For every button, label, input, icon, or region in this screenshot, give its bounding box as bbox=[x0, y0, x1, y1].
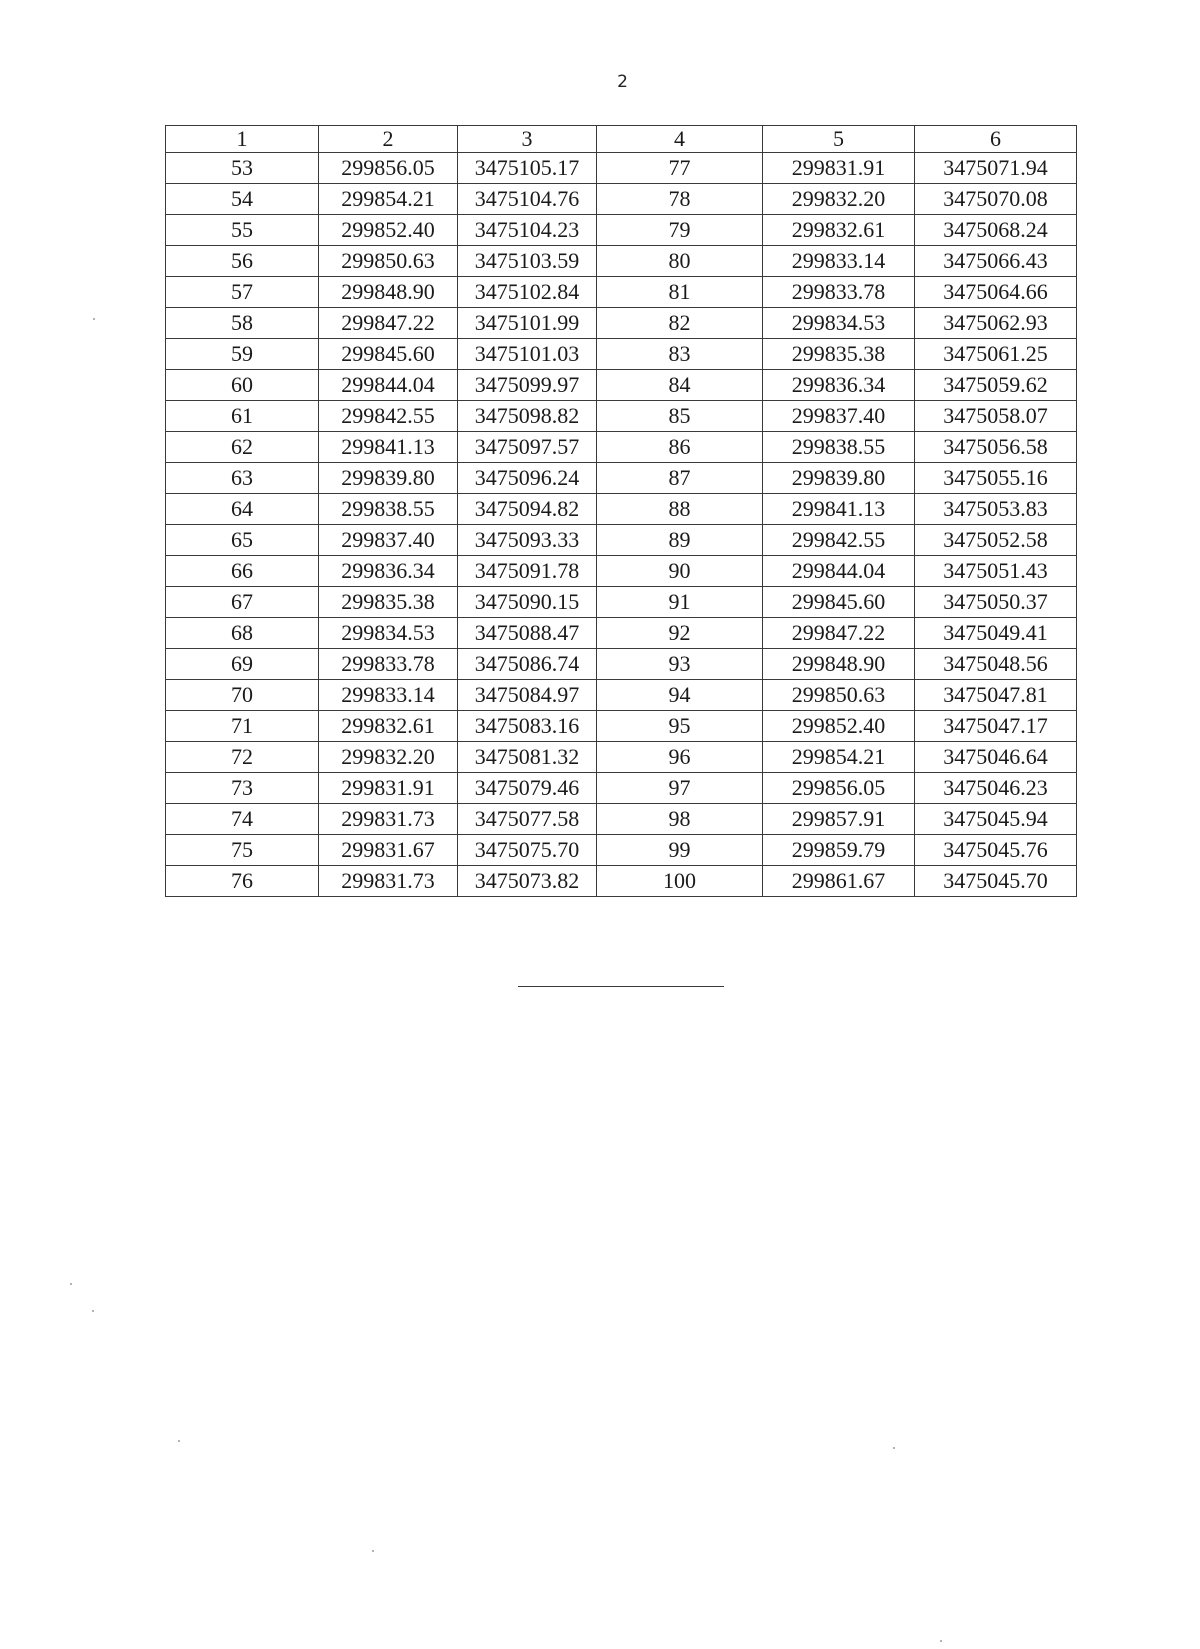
table-cell: 3475101.99 bbox=[458, 308, 597, 339]
table-cell: 80 bbox=[597, 246, 763, 277]
table-cell: 3475046.64 bbox=[915, 742, 1077, 773]
table-cell: 69 bbox=[166, 649, 319, 680]
table-cell: 3475047.17 bbox=[915, 711, 1077, 742]
table-cell: 3475059.62 bbox=[915, 370, 1077, 401]
table-cell: 3475094.82 bbox=[458, 494, 597, 525]
table-cell: 299838.55 bbox=[763, 432, 915, 463]
table-cell: 3475103.59 bbox=[458, 246, 597, 277]
table-row bbox=[166, 680, 1077, 711]
table-cell: 3475088.47 bbox=[458, 618, 597, 649]
table-cell: 299861.67 bbox=[763, 866, 915, 897]
table-cell: 63 bbox=[166, 463, 319, 494]
table-cell: 3475104.76 bbox=[458, 184, 597, 215]
end-of-table-rule bbox=[518, 986, 724, 987]
table-cell: 299832.20 bbox=[319, 742, 458, 773]
table-row bbox=[166, 804, 1077, 835]
table-cell: 65 bbox=[166, 525, 319, 556]
table-cell: 3475093.33 bbox=[458, 525, 597, 556]
table-cell: 299859.79 bbox=[763, 835, 915, 866]
table-cell: 299836.34 bbox=[763, 370, 915, 401]
table-cell: 84 bbox=[597, 370, 763, 401]
table-cell: 299835.38 bbox=[319, 587, 458, 618]
table-cell: 54 bbox=[166, 184, 319, 215]
table-body bbox=[166, 153, 1077, 897]
table-cell: 299856.05 bbox=[319, 153, 458, 184]
table-cell: 75 bbox=[166, 835, 319, 866]
table-cell: 3475101.03 bbox=[458, 339, 597, 370]
table-cell: 3475090.15 bbox=[458, 587, 597, 618]
table-row bbox=[166, 494, 1077, 525]
table-cell: 64 bbox=[166, 494, 319, 525]
table-cell: 3475102.84 bbox=[458, 277, 597, 308]
scan-speck bbox=[940, 1640, 942, 1642]
table-cell: 3475068.24 bbox=[915, 215, 1077, 246]
table-row bbox=[166, 370, 1077, 401]
table-cell: 3475047.81 bbox=[915, 680, 1077, 711]
table-cell: 299833.14 bbox=[763, 246, 915, 277]
table-cell: 3475079.46 bbox=[458, 773, 597, 804]
table-row bbox=[166, 215, 1077, 246]
table-cell: 299842.55 bbox=[763, 525, 915, 556]
table-row bbox=[166, 711, 1077, 742]
table-cell: 299841.13 bbox=[763, 494, 915, 525]
table-cell: 53 bbox=[166, 153, 319, 184]
table-row bbox=[166, 184, 1077, 215]
table-cell: 299834.53 bbox=[319, 618, 458, 649]
table-cell: 93 bbox=[597, 649, 763, 680]
table-cell: 76 bbox=[166, 866, 319, 897]
table-cell: 299842.55 bbox=[319, 401, 458, 432]
table-cell: 299837.40 bbox=[319, 525, 458, 556]
table-cell: 299845.60 bbox=[763, 587, 915, 618]
table-cell: 299857.91 bbox=[763, 804, 915, 835]
table-cell: 3475083.16 bbox=[458, 711, 597, 742]
table-row bbox=[166, 246, 1077, 277]
table-row bbox=[166, 742, 1077, 773]
table-cell: 299831.91 bbox=[319, 773, 458, 804]
table-cell: 88 bbox=[597, 494, 763, 525]
page-number: 2 bbox=[617, 72, 628, 92]
coordinates-table bbox=[165, 125, 1077, 897]
table-cell: 299831.91 bbox=[763, 153, 915, 184]
table-header-row bbox=[166, 126, 1077, 153]
table-row bbox=[166, 587, 1077, 618]
table-cell: 90 bbox=[597, 556, 763, 587]
table-cell: 299837.40 bbox=[763, 401, 915, 432]
table-row bbox=[166, 308, 1077, 339]
table-cell: 299856.05 bbox=[763, 773, 915, 804]
table-cell: 299845.60 bbox=[319, 339, 458, 370]
table-cell: 3475045.70 bbox=[915, 866, 1077, 897]
table-cell: 96 bbox=[597, 742, 763, 773]
table-cell: 299838.55 bbox=[319, 494, 458, 525]
table-cell: 99 bbox=[597, 835, 763, 866]
table-cell: 299832.61 bbox=[763, 215, 915, 246]
table-cell: 61 bbox=[166, 401, 319, 432]
table-cell: 299850.63 bbox=[763, 680, 915, 711]
table-cell: 299833.78 bbox=[319, 649, 458, 680]
table-cell: 3475104.23 bbox=[458, 215, 597, 246]
table-cell: 3475075.70 bbox=[458, 835, 597, 866]
table-cell: 3475070.08 bbox=[915, 184, 1077, 215]
table-cell: 299836.34 bbox=[319, 556, 458, 587]
table-row bbox=[166, 773, 1077, 804]
table-cell: 92 bbox=[597, 618, 763, 649]
table-cell: 89 bbox=[597, 525, 763, 556]
table-cell: 3475053.83 bbox=[915, 494, 1077, 525]
table-cell: 299847.22 bbox=[763, 618, 915, 649]
table-cell: 95 bbox=[597, 711, 763, 742]
table-cell: 299850.63 bbox=[319, 246, 458, 277]
table-cell: 3475045.94 bbox=[915, 804, 1077, 835]
table-cell: 85 bbox=[597, 401, 763, 432]
table-cell: 3475105.17 bbox=[458, 153, 597, 184]
table-cell: 3475084.97 bbox=[458, 680, 597, 711]
table-cell: 299854.21 bbox=[319, 184, 458, 215]
column-header: 5 bbox=[763, 126, 915, 153]
table-cell: 3475091.78 bbox=[458, 556, 597, 587]
table-cell: 3475061.25 bbox=[915, 339, 1077, 370]
scan-speck bbox=[893, 1447, 895, 1449]
table-cell: 3475052.58 bbox=[915, 525, 1077, 556]
scan-speck bbox=[372, 1550, 374, 1552]
table-cell: 62 bbox=[166, 432, 319, 463]
table-cell: 299854.21 bbox=[763, 742, 915, 773]
table-cell: 299841.13 bbox=[319, 432, 458, 463]
table-row bbox=[166, 463, 1077, 494]
table-cell: 3475049.41 bbox=[915, 618, 1077, 649]
table-cell: 58 bbox=[166, 308, 319, 339]
table-cell: 71 bbox=[166, 711, 319, 742]
table-cell: 299831.67 bbox=[319, 835, 458, 866]
table-cell: 3475099.97 bbox=[458, 370, 597, 401]
column-header: 6 bbox=[915, 126, 1077, 153]
table-cell: 79 bbox=[597, 215, 763, 246]
table-cell: 60 bbox=[166, 370, 319, 401]
table-cell: 299831.73 bbox=[319, 804, 458, 835]
table-row bbox=[166, 556, 1077, 587]
table-cell: 87 bbox=[597, 463, 763, 494]
table-cell: 81 bbox=[597, 277, 763, 308]
table-cell: 83 bbox=[597, 339, 763, 370]
table-cell: 299852.40 bbox=[319, 215, 458, 246]
table-cell: 70 bbox=[166, 680, 319, 711]
table-cell: 3475086.74 bbox=[458, 649, 597, 680]
table-row bbox=[166, 339, 1077, 370]
table-cell: 3475097.57 bbox=[458, 432, 597, 463]
table-cell: 98 bbox=[597, 804, 763, 835]
table-row bbox=[166, 835, 1077, 866]
table-cell: 73 bbox=[166, 773, 319, 804]
column-header: 1 bbox=[166, 126, 319, 153]
scan-speck bbox=[92, 1310, 94, 1312]
table-cell: 77 bbox=[597, 153, 763, 184]
table-cell: 299844.04 bbox=[319, 370, 458, 401]
table-cell: 94 bbox=[597, 680, 763, 711]
table-cell: 3475071.94 bbox=[915, 153, 1077, 184]
table-row bbox=[166, 649, 1077, 680]
table-cell: 100 bbox=[597, 866, 763, 897]
table-cell: 55 bbox=[166, 215, 319, 246]
scan-speck bbox=[93, 318, 95, 320]
table-cell: 299848.90 bbox=[763, 649, 915, 680]
table-cell: 59 bbox=[166, 339, 319, 370]
column-header: 3 bbox=[458, 126, 597, 153]
table-cell: 57 bbox=[166, 277, 319, 308]
table-cell: 3475081.32 bbox=[458, 742, 597, 773]
table-cell: 299852.40 bbox=[763, 711, 915, 742]
table-cell: 3475046.23 bbox=[915, 773, 1077, 804]
table-cell: 82 bbox=[597, 308, 763, 339]
table-cell: 3475045.76 bbox=[915, 835, 1077, 866]
table-cell: 72 bbox=[166, 742, 319, 773]
table-cell: 3475098.82 bbox=[458, 401, 597, 432]
column-header: 4 bbox=[597, 126, 763, 153]
table-cell: 97 bbox=[597, 773, 763, 804]
scan-speck bbox=[70, 1283, 72, 1285]
table-cell: 299839.80 bbox=[319, 463, 458, 494]
table-row bbox=[166, 866, 1077, 897]
table-cell: 299833.78 bbox=[763, 277, 915, 308]
table-cell: 299832.61 bbox=[319, 711, 458, 742]
table-row bbox=[166, 153, 1077, 184]
table-cell: 74 bbox=[166, 804, 319, 835]
table-cell: 3475096.24 bbox=[458, 463, 597, 494]
table-cell: 3475077.58 bbox=[458, 804, 597, 835]
table-cell: 299835.38 bbox=[763, 339, 915, 370]
table-cell: 3475055.16 bbox=[915, 463, 1077, 494]
table-row bbox=[166, 618, 1077, 649]
table-cell: 91 bbox=[597, 587, 763, 618]
table-cell: 66 bbox=[166, 556, 319, 587]
table-row bbox=[166, 525, 1077, 556]
table-cell: 3475058.07 bbox=[915, 401, 1077, 432]
table-cell: 3475062.93 bbox=[915, 308, 1077, 339]
column-header: 2 bbox=[319, 126, 458, 153]
table-cell: 3475050.37 bbox=[915, 587, 1077, 618]
table-cell: 299844.04 bbox=[763, 556, 915, 587]
table-cell: 68 bbox=[166, 618, 319, 649]
table-cell: 3475056.58 bbox=[915, 432, 1077, 463]
table-cell: 56 bbox=[166, 246, 319, 277]
table-cell: 3475051.43 bbox=[915, 556, 1077, 587]
table-cell: 3475066.43 bbox=[915, 246, 1077, 277]
table-row bbox=[166, 401, 1077, 432]
table-cell: 3475048.56 bbox=[915, 649, 1077, 680]
table-cell: 299833.14 bbox=[319, 680, 458, 711]
table-cell: 299832.20 bbox=[763, 184, 915, 215]
table-row bbox=[166, 277, 1077, 308]
table-cell: 3475073.82 bbox=[458, 866, 597, 897]
table-cell: 299831.73 bbox=[319, 866, 458, 897]
scan-speck bbox=[178, 1440, 180, 1442]
table-cell: 3475064.66 bbox=[915, 277, 1077, 308]
table-cell: 299847.22 bbox=[319, 308, 458, 339]
table-cell: 86 bbox=[597, 432, 763, 463]
table-cell: 78 bbox=[597, 184, 763, 215]
table-cell: 299848.90 bbox=[319, 277, 458, 308]
table-cell: 299834.53 bbox=[763, 308, 915, 339]
table-row bbox=[166, 432, 1077, 463]
table-cell: 67 bbox=[166, 587, 319, 618]
table-cell: 299839.80 bbox=[763, 463, 915, 494]
